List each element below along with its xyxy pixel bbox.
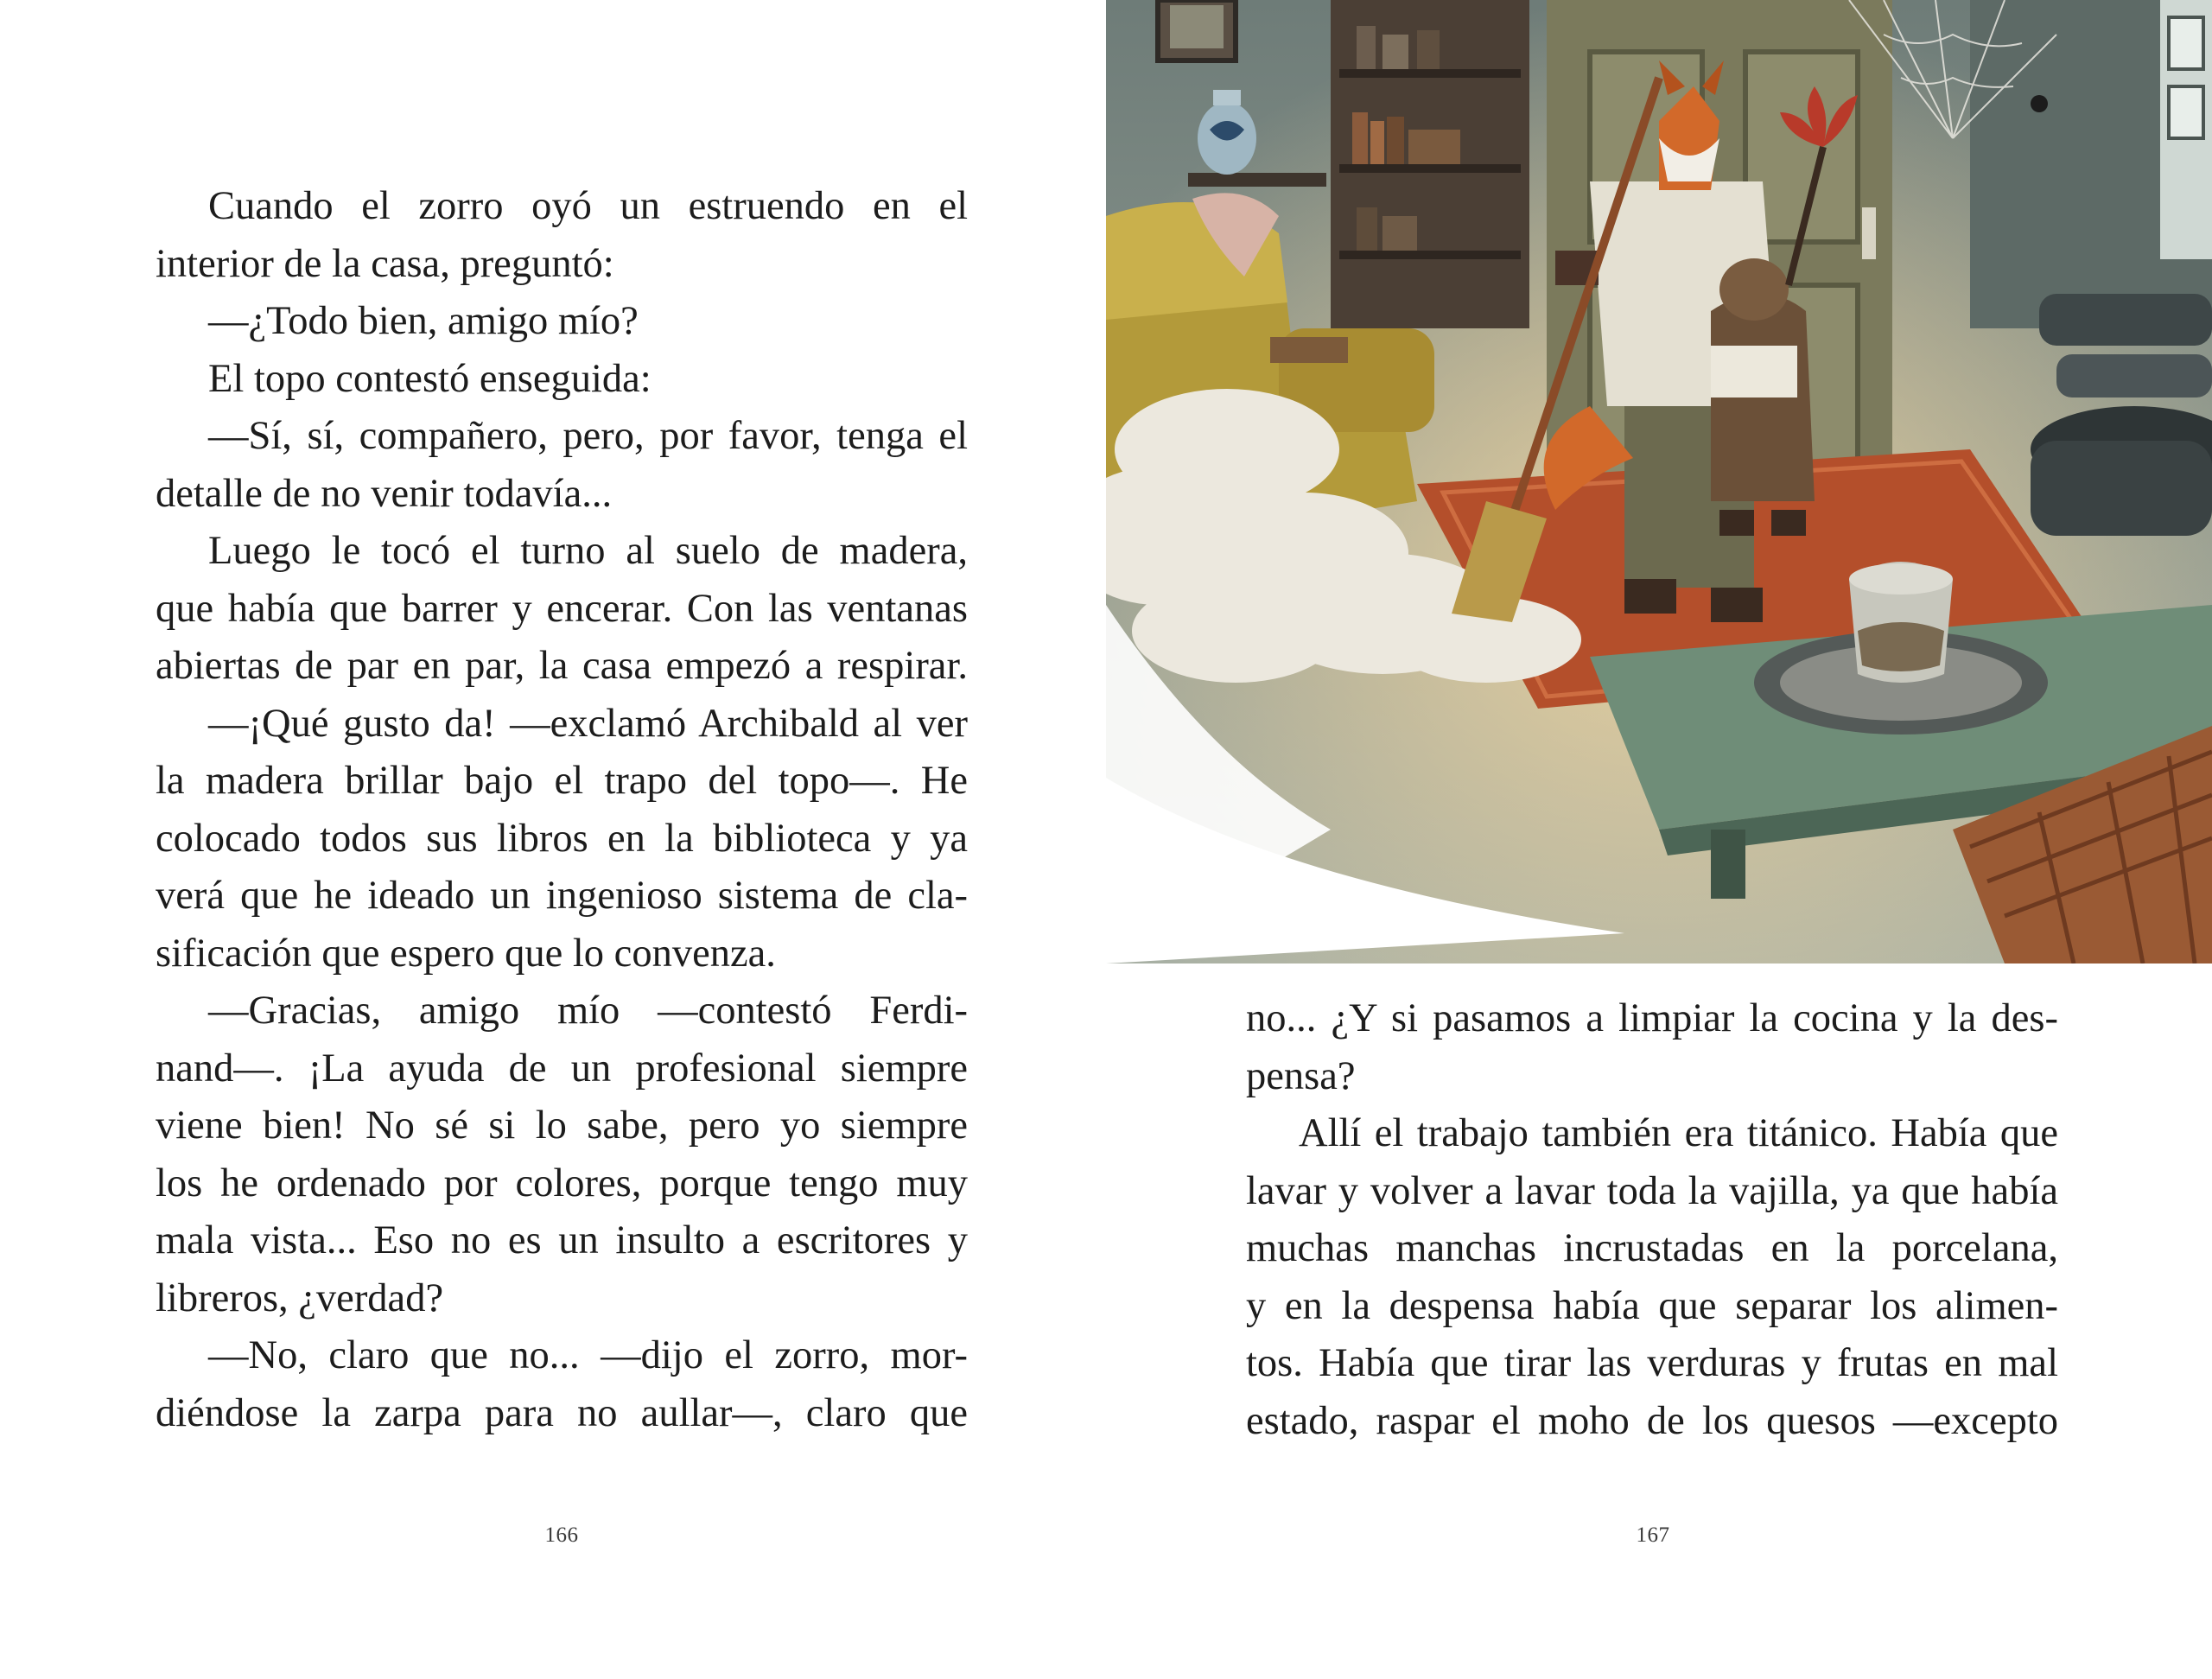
text-line: lavar y volver a lavar toda la vajilla, ya que había xyxy=(1246,1168,2058,1213)
text-line: verá que he ideado un ingenioso sistema de cla- xyxy=(156,874,968,918)
text-line: abiertas de par en par, la casa empezó a respirar. xyxy=(156,644,968,688)
left-page-text xyxy=(156,178,968,1442)
text-line: nand—. ¡La ayuda de un profesional siempre xyxy=(156,1046,968,1091)
text-line: pensa? xyxy=(1246,1053,1356,1098)
text-line: y en la despensa había que separar los alimen- xyxy=(1246,1283,2058,1328)
text-line: viene bien! No sé si lo sabe, pero yo siempre xyxy=(156,1103,968,1148)
text-line: no... ¿Y si pasamos a limpiar la cocina y la des- xyxy=(1246,996,2058,1040)
text-line: —¿Todo bien, amigo mío? xyxy=(208,299,639,343)
text-line: muchas manchas incrustadas en la porcelana, xyxy=(1246,1226,2058,1270)
right-page-content xyxy=(1106,0,2212,1679)
text-line: libreros, ¿verdad? xyxy=(156,1275,444,1320)
text-line: Cuando el zorro oyó un estruendo en el xyxy=(208,184,968,228)
text-line: que había que barrer y encerar. Con las ventanas xyxy=(156,586,968,631)
text-line: Allí el trabajo también era titánico. Había que xyxy=(1299,1111,2058,1155)
text-line: detalle de no venir todavía... xyxy=(156,471,613,516)
text-line: sificación que espero que lo convenza. xyxy=(156,931,776,976)
page-number: 167 xyxy=(1636,1523,1670,1547)
text-line: El topo contestó enseguida: xyxy=(208,356,652,401)
text-line: los he ordenado por colores, porque tengo muy xyxy=(156,1161,968,1205)
text-line: —¡Qué gusto da! —exclamó Archibald al ver xyxy=(208,701,968,746)
text-line: estado, raspar el moho de los quesos —excepto xyxy=(1246,1398,2058,1443)
text-line: interior de la casa, preguntó: xyxy=(156,241,614,286)
right-page-text xyxy=(1246,990,2058,1450)
text-line: tos. Había que tirar las verduras y frutas en mal xyxy=(1246,1341,2058,1385)
text-line: —No, claro que no... —dijo el zorro, mor- xyxy=(208,1333,968,1377)
text-line: mala vista... Eso no es un insulto a escritores y xyxy=(156,1218,968,1262)
text-line: la madera brillar bajo el trapo del topo—. He xyxy=(156,759,968,803)
text-line: Luego le tocó el turno al suelo de madera, xyxy=(208,529,968,573)
page-number: 166 xyxy=(544,1523,579,1547)
text-line: —Gracias, amigo mío —contestó Ferdi- xyxy=(208,989,968,1033)
text-line: —Sí, sí, compañero, pero, por favor, tenga el xyxy=(208,414,968,458)
text-line: diéndose la zarpa para no aullar—, claro que xyxy=(156,1390,968,1435)
text-line: colocado todos sus libros en la biblioteca y ya xyxy=(156,816,968,861)
